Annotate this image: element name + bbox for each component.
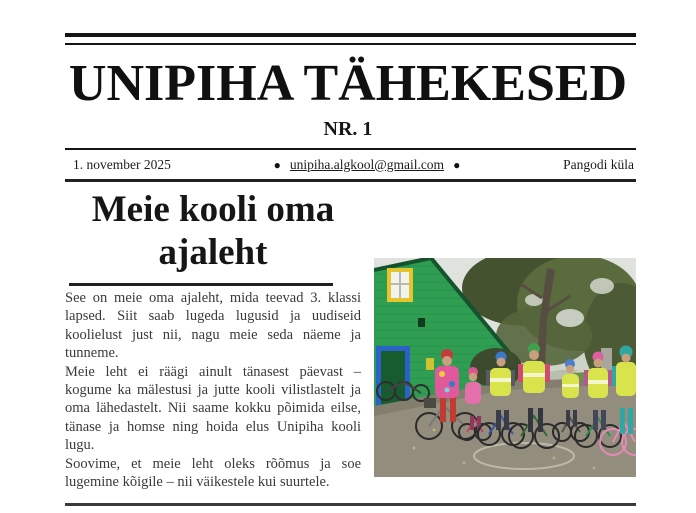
issue-number: NR. 1 [323,118,373,140]
dateline-date: 1. november 2025 [73,156,171,172]
paragraph: See on meie oma ajaleht, mida teevad 3. klassi lapsed. Siit saab lugeda lugusid ja uudiseid koolielust just nii, nagu meie seda näeme ja tunneme. [65,290,361,362]
dateline-location: Pangodi küla [563,156,634,172]
bullet-icon: ● [453,157,461,172]
dateline-bottom-rule [65,179,636,182]
top-rule-thick [65,33,636,37]
article-body [65,289,361,491]
bottom-rule [65,503,636,506]
school-photo [374,258,636,477]
top-rule-thin [65,43,636,45]
house-window [387,268,413,302]
newspaper-title: UNIPIHA TÄHEKESED [68,55,628,112]
dateline-contact [274,157,461,173]
photo-frame [374,258,636,477]
article-headline [65,188,361,274]
paragraph: Meie leht ei räägi ainult tänasest päevast – kogume ka mälestusi ja jutte kooli vilistlastelt ja oma lähedastelt. Nii saame kokku põimida eilse, tänase ja homse ning hoida elus Unipiha kooli lugu. [65,363,361,454]
email-link[interactable]: unipiha.algkool@gmail.com [289,156,445,172]
paragraph: Soovime, et meie leht oleks rõõmus ja soe lugemine kõigile – nii väikestele kui suurtele. [65,455,361,491]
article-column [65,188,361,491]
headline-line-2: ajaleht [158,232,268,273]
dateline [65,151,636,178]
headline-rule [69,283,333,286]
headline-line-1: Meie kooli oma [91,189,335,230]
dateline-top-rule [65,148,636,150]
bullet-icon: ● [273,157,281,172]
